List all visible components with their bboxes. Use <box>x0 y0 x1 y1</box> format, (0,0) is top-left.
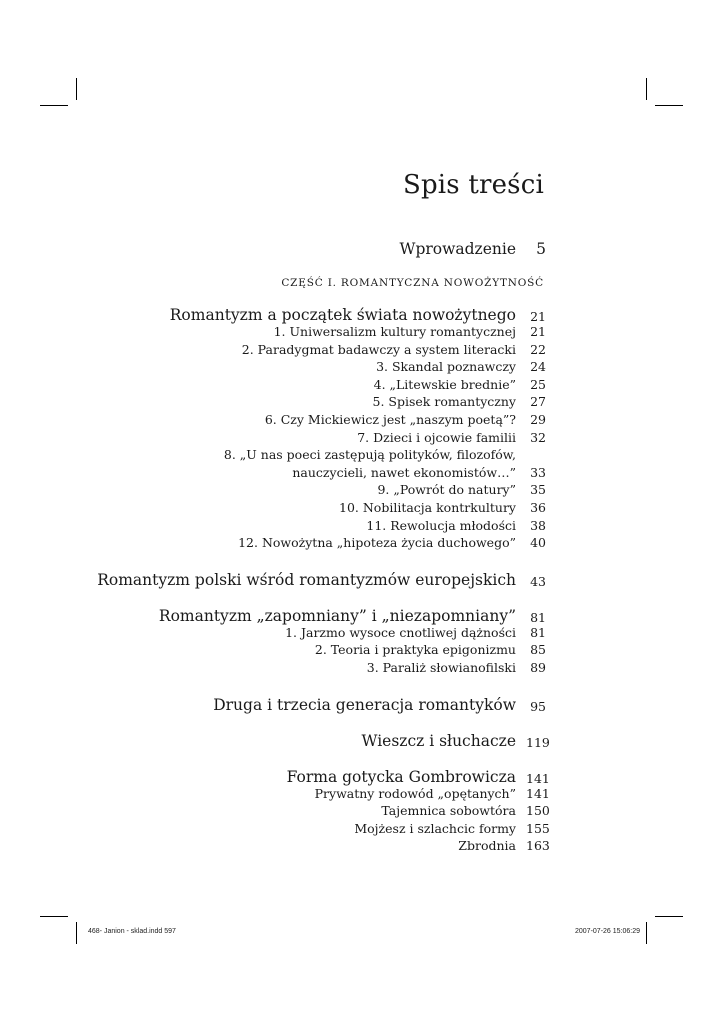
toc-subentry-label: 4. „Litewskie brednie” <box>373 376 516 392</box>
toc-section-label: Romantyzm polski wśród romantyzmów europejskich <box>97 570 516 589</box>
toc-subentry <box>0 660 724 682</box>
toc-subentry-page: 81 <box>530 624 546 640</box>
toc-subentry-label: 10. Nobilitacja kontrkultury <box>339 500 516 515</box>
toc-section <box>0 696 724 718</box>
toc-section-page: 95 <box>530 698 546 714</box>
toc-subentry-page: 35 <box>530 482 546 498</box>
toc-subentry-label: 2. Teoria i praktyka epigonizmu <box>314 642 516 658</box>
toc-section-page: 119 <box>526 734 550 750</box>
toc-subentry-label: 3. Skandal poznawczy <box>376 359 516 375</box>
toc-subentry-page: 24 <box>530 359 546 375</box>
toc-subentry-page: 38 <box>530 517 546 533</box>
toc-subentry-label: 8. „U nas poeci zastępują polityków, filozofów, <box>223 447 516 463</box>
toc-section-label: Romantyzm a początek świata nowożytnego <box>169 306 516 324</box>
toc-subentry-page: 40 <box>530 535 546 551</box>
toc-subentry-label: 1. Jarzmo wysoce cnotliwej dążności <box>285 624 516 640</box>
toc-subentry-label: 11. Rewolucja młodości <box>366 517 516 533</box>
toc-subentry-page: 27 <box>530 394 546 410</box>
toc-section-page: 81 <box>530 609 546 625</box>
toc-subentry-label: Tajemnica sobowtóra <box>381 803 516 819</box>
toc-subentry-label: Prywatny rodowód „opętanych” <box>314 785 516 801</box>
toc-subentry-label: 5. Spisek romantyczny <box>372 394 516 410</box>
toc-section-page: 21 <box>530 309 546 324</box>
toc-section-page: 43 <box>530 573 546 589</box>
toc-subentry-page: 163 <box>526 838 550 854</box>
toc-subentry-page: 155 <box>526 820 550 836</box>
toc-subentry <box>0 838 724 860</box>
toc-subentry-label: 7. Dzieci i ojcowie familii <box>357 429 516 445</box>
toc-section <box>0 571 724 593</box>
toc-entry-intro <box>0 240 724 262</box>
slug-left: 468- Janion - sklad.indd 597 <box>88 928 176 935</box>
page-title: Spis treści <box>402 170 544 200</box>
toc-subentry-page: 89 <box>530 660 546 675</box>
toc-subentry-page: 21 <box>530 324 546 339</box>
toc-subentry-label: 9. „Powrót do natury” <box>377 482 516 498</box>
toc-subentry-page: 150 <box>526 803 550 819</box>
toc-subentry-label: 12. Nowożytna „hipoteza życia duchowego” <box>238 535 516 551</box>
toc-subentry-page: 25 <box>530 376 546 392</box>
part-heading: CZĘŚĆ I. ROMANTYCZNA NOWOŻYTNOŚĆ <box>281 277 544 289</box>
toc-section-label: Forma gotycka Gombrowicza <box>286 767 516 786</box>
toc-entry-page: 5 <box>536 240 546 258</box>
toc-subentry-page: 33 <box>530 464 546 480</box>
toc-subentry <box>0 535 724 557</box>
toc-section <box>0 732 724 754</box>
toc-subentry-page: 32 <box>530 429 546 445</box>
toc-subentry-page: 36 <box>530 500 546 515</box>
toc-subentry-label: Mojżesz i szlachcic formy <box>354 820 516 836</box>
toc-subentry-page: 29 <box>530 412 546 427</box>
toc-subentry-label: 3. Paraliż słowianofilski <box>366 660 516 675</box>
toc-subentry-label: 2. Paradygmat badawczy a system literacki <box>241 341 516 357</box>
toc-subentry-label: nauczycieli, nawet ekonomistów…” <box>292 464 516 480</box>
toc-subentry-label: 6. Czy Mickiewicz jest „naszym poetą”? <box>264 412 516 427</box>
toc-section-label: Wieszcz i słuchacze <box>361 731 516 750</box>
toc-section-page: 141 <box>526 770 550 786</box>
toc-subentry-page: 22 <box>530 341 546 357</box>
toc-subentry-label: Zbrodnia <box>458 838 516 854</box>
toc-entry-label: Wprowadzenie <box>399 240 516 258</box>
toc-section-label: Druga i trzecia generacja romantyków <box>213 695 516 714</box>
toc-subentry-label: 1. Uniwersalizm kultury romantycznej <box>273 324 516 339</box>
toc-section-label: Romantyzm „zapomniany” i „niezapomniany” <box>158 606 516 625</box>
toc-subentry-page: 85 <box>530 642 546 658</box>
slug-right: 2007-07-26 15:06:29 <box>575 928 640 935</box>
toc-subentry-page: 141 <box>526 785 550 801</box>
